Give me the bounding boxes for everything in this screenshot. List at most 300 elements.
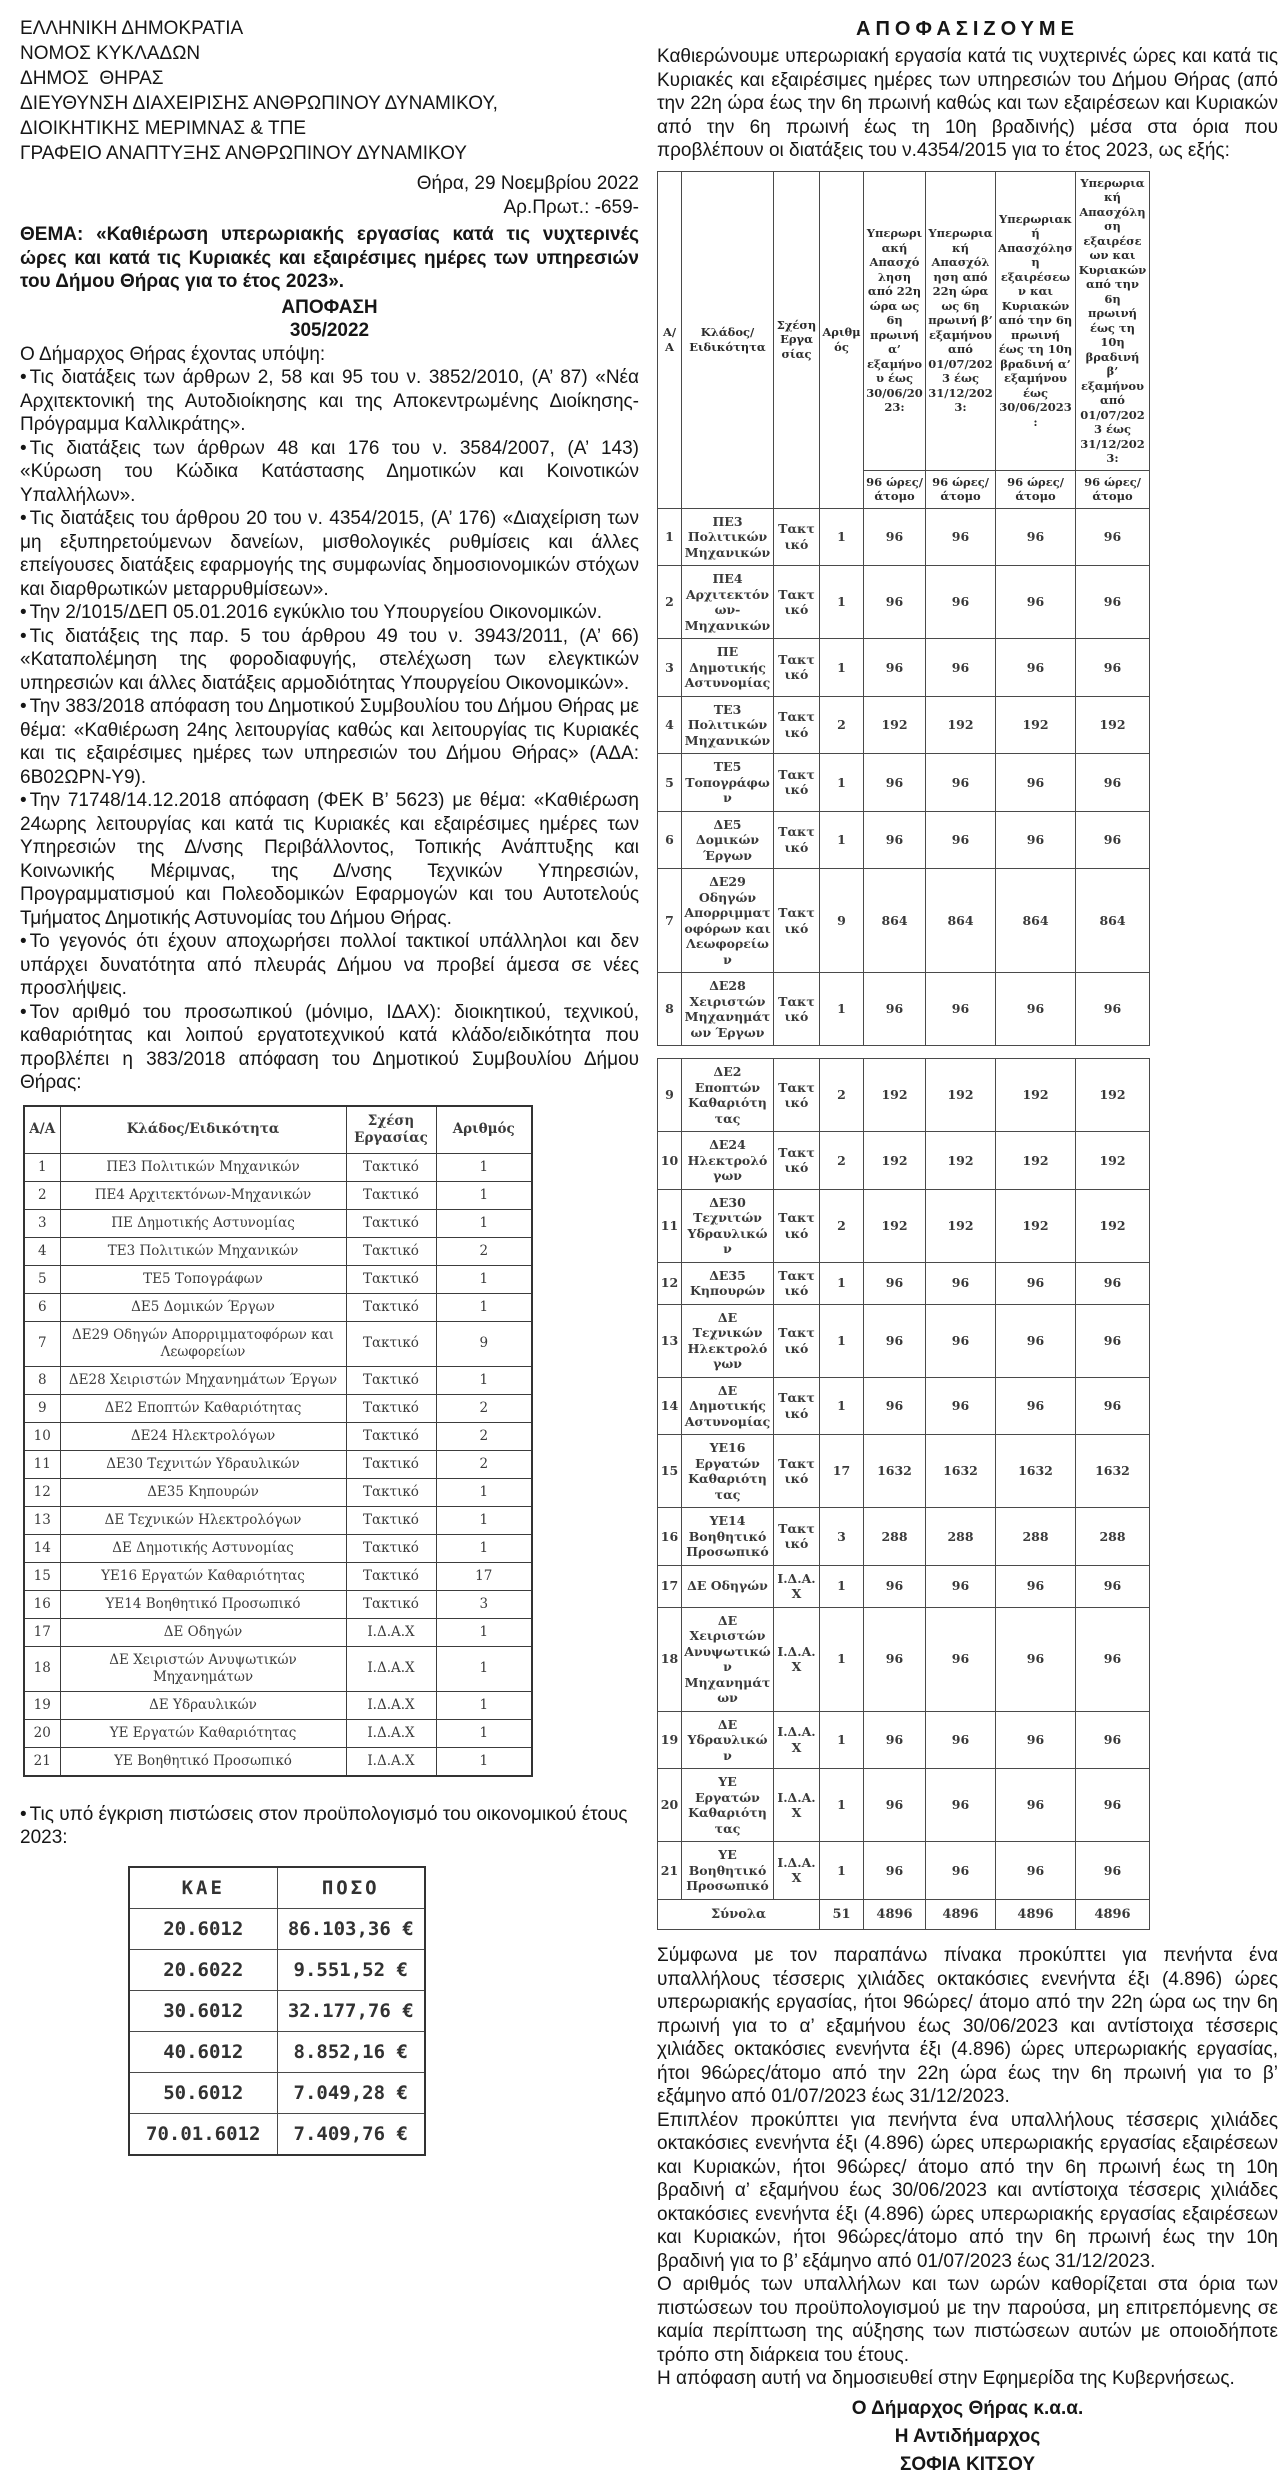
table-cell: Ι.Δ.Α.Χ [774,1842,820,1900]
table-cell: 4 [24,1237,60,1265]
table-cell: 96 [1076,1769,1150,1842]
table-cell: ΠΕ4 Αρχιτεκτόνων-Μηχανικών [60,1181,346,1209]
table-cell: ΔΕ Οδηγών [60,1618,346,1646]
table-cell: 96 [864,508,926,566]
table-cell: Τακτικό [346,1422,436,1450]
table-cell: 1 [658,508,682,566]
table-cell: Τακτικό [346,1321,436,1366]
table-cell: 96 [864,1304,926,1377]
table-cell: 96 [926,508,996,566]
table-cell: ΔΕ28 Χειριστών Μηχανημάτων Έργων [60,1366,346,1394]
table-cell: 5 [658,754,682,812]
totals-label: Σύνολα [658,1899,820,1930]
agency-line: ΕΛΛΗΝΙΚΗ ΔΗΜΟΚΡΑΤΙΑ [20,18,244,39]
consideration-item: • Τις διατάξεις της παρ. 5 του άρθρου 49 του ν. 3943/2011, (Α’ 66) «Καταπολέμηση της φοροδιαφυγής, στελέχωση των ελεγκτικών υπηρεσιών και άλλες διατάξεις αρμοδιότητας Υπουργείου Οικονομικών». [20,625,639,696]
table-cell: 96 [864,811,926,869]
table-cell: 192 [926,696,996,754]
table-cell: 96 [926,1565,996,1607]
agency-line: ΓΡΑΦΕΙΟ ΑΝΑΠΤΥΞΗΣ ΑΝΘΡΩΠΙΝΟΥ ΔΥΝΑΜΙΚΟΥ [20,143,467,164]
decision-heading [20,296,639,343]
table-cell: 192 [1076,1189,1150,1262]
table-cell: 1632 [1076,1435,1150,1508]
table-cell: Τακτικό [774,811,820,869]
table-cell: ΔΕ24 Ηλεκτρολόγων [60,1422,346,1450]
table-cell: Τακτικό [774,1262,820,1304]
table-cell: Τακτικό [346,1506,436,1534]
column-header: Κλάδος/Ειδικότητα [60,1106,346,1154]
closing-paragraphs [657,1944,1278,2391]
table-cell: 96 [926,1607,996,1711]
table-row [658,1189,1150,1262]
subject-line: ΘΕΜΑ: «Καθιέρωση υπερωριακής εργασίας κατά τις νυχτερινές ώρες και κατά τις Κυριακές και εξαιρέσιμες ημέρες των υπηρεσιών του Δήμου Θήρας για το έτος 2023». [20,224,639,292]
consideration-item: • Το γεγονός ότι έχουν αποχωρήσει πολλοί τακτικοί υπάλληλοι και δεν υπάρχει δυνατότητα από πλευράς Δήμου να προβεί άμεσα σε νέες προσλήψεις. [20,930,639,1001]
totals-row [658,1899,1150,1930]
column-header: Σχέση Εργασίας [346,1106,436,1154]
table-cell: Τακτικό [346,1209,436,1237]
table-cell: 1 [820,1607,864,1711]
table-cell: 17 [436,1562,532,1590]
table-row [658,1304,1150,1377]
signature-line: ΣΟΦΙΑ ΚΙΤΣΟΥ [900,2453,1035,2475]
table-cell: Τακτικό [346,1478,436,1506]
table-cell: 2 [820,1059,864,1132]
table-cell: 192 [996,1059,1076,1132]
table-cell: 1 [820,508,864,566]
table-cell: 864 [864,869,926,973]
table-row [658,973,1150,1046]
table-cell: 16 [658,1508,682,1566]
totals-cell: 4896 [996,1899,1076,1930]
table-cell: 32.177,76 € [277,1990,425,2031]
table-cell: 96 [996,1607,1076,1711]
decision-title: ΑΠΟΦΑΣΗ [281,296,378,318]
table-cell: 192 [926,1189,996,1262]
table-cell: ΥΕ16 Εργατών Καθαριότητας [682,1435,774,1508]
table-row [658,1132,1150,1190]
table-cell: 20 [658,1769,682,1842]
table-cell: Ι.Δ.Α.Χ [346,1646,436,1691]
table-cell: 2 [436,1450,532,1478]
table-cell: 1 [436,1506,532,1534]
table-cell: 19 [24,1691,60,1719]
table-cell: 96 [864,1607,926,1711]
table-cell: ΔΕ Χειριστών Ανυψωτικών Μηχανημάτων [682,1607,774,1711]
table-cell: 288 [996,1508,1076,1566]
table-cell: 12 [658,1262,682,1304]
table-cell: 96 [926,639,996,697]
signature-line: Η Αντιδήμαρχος [894,2425,1041,2447]
table-cell: ΔΕ2 Εποπτών Καθαριότητας [682,1059,774,1132]
table-row [24,1422,532,1450]
table-cell: 96 [996,566,1076,639]
table-row [658,508,1150,566]
table-cell: Τακτικό [774,1304,820,1377]
table-row [129,2113,425,2155]
table-cell: 96 [926,811,996,869]
table-cell: Τακτικό [774,696,820,754]
closing-paragraph: Επιπλέον προκύπτει για πενήντα ένα υπαλλήλους τέσσερις χιλιάδες οκτακόσιες ενενήντα έξι (4.896) ώρες υπερωριακής εργασίας εξαιρέσεων και Κυριακών, ήτοι 96ώρες/ άτομο από την 6η πρωινή έως τη 10η βραδινή α’ εξαμήνου έως 30/06/2023 και αντίστοιχα τέσσερις χιλιάδες οκτακόσιες ενενήντα έξι (4.896) ώρες υπερωριακής εργασίας εξαιρέσεων και Κυριακών, ήτοι 96ώρες/άτομο από την 6η πρωινή έως την 10η βραδινή για το β’ εξάμηνο από 01/07/2023 έως 31/12/2023. [657,2109,1278,2272]
table-row [129,1908,425,1949]
table-cell: 1 [820,811,864,869]
column-subheader: 96 ώρες/ άτομο [996,470,1076,508]
table-cell: Τακτικό [346,1153,436,1181]
table-cell: 18 [658,1607,682,1711]
table-cell: 13 [658,1304,682,1377]
table-cell: 1 [436,1265,532,1293]
consideration-item: • Τις διατάξεις των άρθρων 2, 58 και 95 του ν. 3852/2010, (Α’ 87) «Νέα Αρχιτεκτονική της Αυτοδιοίκησης και της Αποκεντρωμένης Διοίκησης-Πρόγραμμα Καλλικράτης». [20,366,639,437]
table-cell: 96 [864,973,926,1046]
table-cell: 96 [1076,973,1150,1046]
table-cell: ΠΕ Δημοτικής Αστυνομίας [60,1209,346,1237]
table-cell: ΤΕ3 Πολιτικών Μηχανικών [60,1237,346,1265]
table-cell: 192 [864,1059,926,1132]
table-cell: 96 [864,754,926,812]
table-cell: Τακτικό [346,1562,436,1590]
table-cell: Τακτικό [774,1435,820,1508]
table-cell: ΤΕ3 Πολιτικών Μηχανικών [682,696,774,754]
table-cell: 3 [658,639,682,697]
table-row [24,1153,532,1181]
table-row [24,1719,532,1747]
column-header: Α/Α [658,171,682,508]
consideration-item: • Τον αριθμό του προσωπικού (μόνιμο, ΙΔΑΧ): διοικητικού, τεχνικού, καθαριότητας και λοιπού εργατοτεχνικού κατά κλάδο/ειδικότητα που προβλέπει η 383/2018 απόφαση του Δημοτικού Συμβουλίου Δήμου Θήρας: [20,1001,639,1095]
overtime-table-part2 [657,1058,1150,1930]
table-cell: 96 [926,1262,996,1304]
table-row [658,1565,1150,1607]
table-cell: 2 [24,1181,60,1209]
table-row [658,1508,1150,1566]
table-cell: 1 [436,1181,532,1209]
table-cell: 864 [996,869,1076,973]
table-cell: 96 [996,1842,1076,1900]
closing-paragraph: Ο αριθμός των υπαλλήλων και των ωρών καθορίζεται στα όρια των πιστώσεων του προϋπολογισμού με την παρούσα, μη επιτρεπόμενης σε καμία περίπτωση της αύξησης των πιστώσεων αυτών με οποιοδήποτε τρόπο στη διάρκεια του έτους. [657,2274,1278,2366]
table-cell: ΠΕ3 Πολιτικών Μηχανικών [682,508,774,566]
column-header: Σχέση Εργασίας [774,171,820,508]
table-cell: ΔΕ Δημοτικής Αστυνομίας [682,1377,774,1435]
table-cell: 288 [864,1508,926,1566]
table-cell: ΔΕ Υδραυλικών [60,1691,346,1719]
table-cell: 6 [24,1293,60,1321]
table-cell: 3 [436,1590,532,1618]
table-cell: 30.6012 [129,1990,277,2031]
table-cell: 1 [436,1366,532,1394]
table-cell: 1 [820,1377,864,1435]
table-cell: 3 [24,1209,60,1237]
table-cell: 96 [926,754,996,812]
table-row [24,1366,532,1394]
table-cell: ΥΕ14 Βοηθητικό Προσωπικό [60,1590,346,1618]
table-cell: 96 [864,1711,926,1769]
table-cell: 288 [926,1508,996,1566]
operative-intro: Καθιερώνουμε υπερωριακή εργασία κατά τις νυχτερινές ώρες και κατά τις Κυριακές και εξαιρέσιμες ημέρες των υπηρεσιών του Δήμου Θήρας (από την 22η ώρα έως την 6η πρωινή καθώς και των εξαιρέσεων και Κυριακών από την 6η πρωινή έως τη 10η βραδινής) μέσα στα όρια που προβλέπουν οι διατάξεις του ν.4354/2015 για το έτος 2023, ως εξής: [657,46,1278,161]
table-cell: ΥΕ14 Βοηθητικό Προσωπικό [682,1508,774,1566]
table-cell: 40.6012 [129,2031,277,2072]
agency-line: ΔΙΟΙΚΗΤΙΚΗΣ ΜΕΡΙΜΝΑΣ & ΤΠΕ [20,118,307,139]
table-cell: 7 [24,1321,60,1366]
table-cell: 1 [24,1153,60,1181]
signature-block [657,2395,1278,2479]
table-cell: 1 [820,1565,864,1607]
table-cell: 1 [436,1293,532,1321]
table-cell: 96 [1076,1262,1150,1304]
table-cell: 1 [436,1153,532,1181]
table-cell: ΥΕ Εργατών Καθαριότητας [60,1719,346,1747]
table-cell: 192 [1076,1132,1150,1190]
table-cell: ΔΕ5 Δομικών Έργων [682,811,774,869]
table-row [658,811,1150,869]
table-cell: 96 [864,639,926,697]
table-cell: ΤΕ5 Τοπογράφων [682,754,774,812]
table-cell: 1 [820,1304,864,1377]
table-cell: 8.852,16 € [277,2031,425,2072]
table-cell: 1 [436,1747,532,1776]
column-header: ΚΑΕ [129,1867,277,1909]
table-row [129,2072,425,2113]
table-cell: Ι.Δ.Α.Χ [346,1719,436,1747]
table-cell: ΔΕ24 Ηλεκτρολόγων [682,1132,774,1190]
table-cell: 1 [820,1262,864,1304]
table-cell: 17 [24,1618,60,1646]
table-cell: Τακτικό [774,1132,820,1190]
table-row [24,1506,532,1534]
table-row [658,754,1150,812]
table-cell: 192 [996,1132,1076,1190]
table-row [658,566,1150,639]
totals-cell: 4896 [864,1899,926,1930]
table-cell: 8 [658,973,682,1046]
table-cell: Τακτικό [346,1237,436,1265]
table-cell: 96 [1076,1842,1150,1900]
table-cell: ΔΕ2 Εποπτών Καθαριότητας [60,1394,346,1422]
agency-line: ΝΟΜΟΣ ΚΥΚΛΑΔΩΝ [20,43,201,64]
publication-note: Η απόφαση αυτή να δημοσιευθεί στην Εφημερίδα της Κυβερνήσεως. [657,2368,1235,2389]
table-cell: ΥΕ Εργατών Καθαριότητας [682,1769,774,1842]
table-cell: 96 [926,973,996,1046]
consideration-item: • Τις διατάξεις των άρθρων 48 και 176 του ν. 3584/2007, (Α’ 143) «Κύρωση του Κώδικα Κατάστασης Δημοτικών και Κοινοτικών Υπαλλήλων». [20,437,639,508]
table-cell: Τακτικό [774,754,820,812]
table-row [24,1562,532,1590]
table-cell: ΥΕ Βοηθητικό Προσωπικό [60,1747,346,1776]
table-cell: 1 [820,1842,864,1900]
table-row [24,1618,532,1646]
table-cell: ΔΕ30 Τεχνιτών Υδραυλικών [682,1189,774,1262]
table-cell: 1 [436,1478,532,1506]
table-cell: 9 [658,1059,682,1132]
table-cell: 14 [658,1377,682,1435]
table-cell: ΔΕ Χειριστών Ανυψωτικών Μηχανημάτων [60,1646,346,1691]
table-cell: 192 [864,1132,926,1190]
table-cell: 86.103,36 € [277,1908,425,1949]
table-cell: ΔΕ Υδραυλικών [682,1711,774,1769]
table-cell: Τακτικό [346,1265,436,1293]
table-cell: 1 [436,1691,532,1719]
totals-cell: 4896 [1076,1899,1150,1930]
table-cell: 1 [820,1769,864,1842]
table-cell: 4 [658,696,682,754]
table-cell: 9.551,52 € [277,1949,425,1990]
table-row [129,1990,425,2031]
table-row [658,639,1150,697]
column-header: ΠΟΣΟ [277,1867,425,1909]
table-cell: ΠΕ4 Αρχιτεκτόνων-Μηχανικών [682,566,774,639]
table-cell: Τακτικό [774,1059,820,1132]
table-cell: Τακτικό [346,1394,436,1422]
closing-paragraph: Σύμφωνα με τον παραπάνω πίνακα προκύπτει για πενήντα ένα υπαλλήλους τέσσερις χιλιάδες οκτακόσιες ενενήντα έξι (4.896) ώρες υπερωριακής εργασίας, ήτοι 96ώρες/ άτομο από την 22η ώρα ως την 6η πρωινή για το α’ εξαμήνου έως 30/06/2023 και αντίστοιχα τέσσερις χιλιάδες οκτακόσιες ενενήντα έξι (4.896) ώρες υπερωριακής εργασίας, ήτοι 96ώρες/άτομο από την 22η ώρα έως την 6η πρωινή για το β’ εξάμηνο από 01/07/2023 έως 31/12/2023. [657,1945,1278,2107]
table-cell: 9 [24,1394,60,1422]
table-cell: 192 [926,1132,996,1190]
table-cell: 96 [996,1565,1076,1607]
table-cell: 1 [436,1646,532,1691]
table-cell: 192 [864,1189,926,1262]
table-cell: 96 [996,1262,1076,1304]
table-cell: 50.6012 [129,2072,277,2113]
table-cell: 1 [820,754,864,812]
table-cell: 96 [926,1842,996,1900]
table-cell: 7.049,28 € [277,2072,425,2113]
table-cell: Ι.Δ.Α.Χ [346,1691,436,1719]
table-cell: ΔΕ35 Κηπουρών [60,1478,346,1506]
table-cell: 96 [1076,754,1150,812]
table-cell: ΔΕ Τεχνικών Ηλεκτρολόγων [60,1506,346,1534]
table-cell: 96 [996,811,1076,869]
table-cell: 20.6012 [129,1908,277,1949]
table-cell: 192 [1076,1059,1150,1132]
table-cell: 96 [864,1377,926,1435]
table-row [24,1534,532,1562]
table-row [658,1842,1150,1900]
table-cell: 96 [864,1565,926,1607]
overtime-header-row [658,171,1150,470]
table-cell: 21 [658,1842,682,1900]
table-cell: 1 [820,639,864,697]
table-cell: 96 [926,1711,996,1769]
table-row [24,1478,532,1506]
considerations-list [20,366,639,1095]
table-cell: 16 [24,1590,60,1618]
table-row [658,869,1150,973]
table-row [658,1377,1150,1435]
consideration-item: • Την 2/1015/ΔΕΠ 05.01.2016 εγκύκλιο του Υπουργείου Οικονομικών. [20,601,639,625]
consideration-item: • Την 71748/14.12.2018 απόφαση (ΦΕΚ Β’ 5623) με θέμα: «Καθιέρωση 24ωρης λειτουργίας και κατά τις Κυριακές και εξαιρέσιμες ημέρες των Υπηρεσιών της Δ/νσης Περιβάλλοντος, Τοπικής Ανάπτυξης και Κοινωνικής Μέριμνας, της Δ/νσης Τεχνικών Υπηρεσιών, Προγραμματισμού και Πολεοδομικών Εφαρμογών και του Αυτοτελούς Τμήματος Δημοτικής Αστυνομίας του Δήμου Θήρας. [20,789,639,930]
table-cell: ΔΕ Οδηγών [682,1565,774,1607]
table-cell: 15 [24,1562,60,1590]
table-cell: 2 [820,1132,864,1190]
credits-bullet: • Τις υπό έγκριση πιστώσεις στον προϋπολογισμό του οικονομικού έτους 2023: [20,1803,639,1850]
table-cell: ΥΕ Βοηθητικό Προσωπικό [682,1842,774,1900]
table-cell: 7.409,76 € [277,2113,425,2155]
protocol-number: Αρ.Πρωτ.: -659- [503,197,639,218]
table-cell: Τακτικό [774,508,820,566]
table-row [24,1747,532,1776]
column-header: Υπερωριακή Απασχόληση από 22η ώρα ως 6η πρωινή β’ εξαμήνου από 01/07/2023 έως 31/12/2023: [926,171,996,470]
table-cell: 1 [820,1711,864,1769]
table-row [658,696,1150,754]
table-cell: 5 [24,1265,60,1293]
table-cell: Τακτικό [774,869,820,973]
table-cell: 1632 [864,1435,926,1508]
column-header: Υπερωριακή Απασχόληση εξαιρέσεων και Κυριακών από την 6η πρωινή έως τη 10η βραδινή α’ εξαμήνου έως 30/06/2023: [996,171,1076,470]
table-cell: ΥΕ16 Εργατών Καθαριότητας [60,1562,346,1590]
table-cell: 96 [926,1304,996,1377]
table-cell: ΔΕ29 Οδηγών Απορριμματοφόρων και Λεωφορείων [60,1321,346,1366]
table-cell: 192 [1076,696,1150,754]
date-block [20,172,639,220]
table-cell: 1632 [996,1435,1076,1508]
column-header: Αριθμός [820,171,864,508]
table-cell: 96 [996,1304,1076,1377]
table-cell: 96 [996,1769,1076,1842]
table-cell: 13 [24,1506,60,1534]
table-cell: 96 [996,639,1076,697]
table-cell: 1 [436,1534,532,1562]
table-cell: 1632 [926,1435,996,1508]
table-cell: 96 [1076,1304,1150,1377]
table-cell: 2 [820,1189,864,1262]
table-cell: ΔΕ30 Τεχνιτών Υδραυλικών [60,1450,346,1478]
table-row [129,2031,425,2072]
table-cell: 9 [820,869,864,973]
table-cell: 1 [436,1618,532,1646]
table-cell: 96 [864,1842,926,1900]
table-cell: 70.01.6012 [129,2113,277,2155]
table-cell: 192 [996,696,1076,754]
column-header: Κλάδος/ Ειδικότητα [682,171,774,508]
table-cell: 11 [24,1450,60,1478]
right-column [657,16,1278,2479]
table-row [24,1450,532,1478]
table-cell: Τακτικό [346,1450,436,1478]
staff-table [23,1105,533,1777]
table-cell: 96 [864,1262,926,1304]
table-cell: 2 [658,566,682,639]
table-row [658,1769,1150,1842]
table-cell: 96 [926,566,996,639]
table-cell: 8 [24,1366,60,1394]
table-cell: ΠΕ Δημοτικής Αστυνομίας [682,639,774,697]
table-cell: 20.6022 [129,1949,277,1990]
table-cell: 11 [658,1189,682,1262]
table-cell: 17 [658,1565,682,1607]
consideration-item: • Τις διατάξεις του άρθρου 20 του ν. 4354/2015, (Α’ 176) «Διαχείριση των μη εξυπηρετούμενων δανείων, μισθολογικές ρυθμίσεις και άλλες επείγουσες διατάξεις εφαρμογής της συμφωνίας δημοσιονομικών στόχων και διαρθρωτικών μεταρρυθμίσεων». [20,507,639,601]
column-header: Α/Α [24,1106,60,1154]
table-cell: 96 [1076,1377,1150,1435]
table-cell: Ι.Δ.Α.Χ [774,1607,820,1711]
table-cell: 10 [24,1422,60,1450]
agency-line: ΔΙΕΥΘΥΝΣΗ ΔΙΑΧΕΙΡΙΣΗΣ ΑΝΘΡΩΠΙΝΟΥ ΔΥΝΑΜΙΚΟΥ, [20,93,498,114]
table-cell: 864 [1076,869,1150,973]
table-cell: Τακτικό [774,566,820,639]
table-cell: 19 [658,1711,682,1769]
table-cell: 12 [24,1478,60,1506]
table-cell: 17 [820,1435,864,1508]
table-cell: 1 [820,566,864,639]
table-cell: 192 [926,1059,996,1132]
table-cell: 1 [436,1719,532,1747]
table-cell: 7 [658,869,682,973]
agency-header [20,16,639,166]
table-cell: 2 [436,1422,532,1450]
table-row [24,1209,532,1237]
left-column [20,16,639,2479]
table-cell: 288 [1076,1508,1150,1566]
table-cell: 1 [820,973,864,1046]
table-row [658,1059,1150,1132]
table-cell: 96 [1076,811,1150,869]
preamble-intro: Ο Δήμαρχος Θήρας έχοντας υπόψη: [20,343,326,365]
budget-table-header-row [129,1867,425,1909]
staff-table-header-row [24,1106,532,1154]
table-cell: 2 [436,1237,532,1265]
